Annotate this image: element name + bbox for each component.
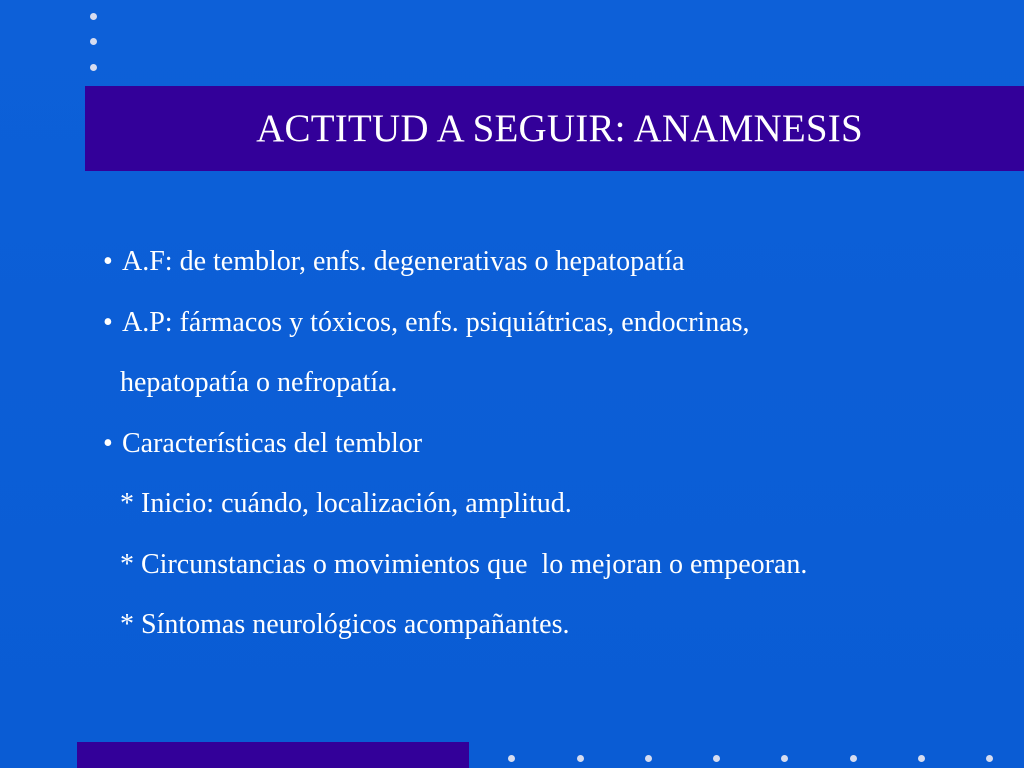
- decorative-dot: [645, 755, 652, 762]
- line-text: Características del temblor: [122, 427, 423, 459]
- line-text: A.F: de temblor, enfs. degenerativas o hepatopatía: [122, 246, 685, 277]
- bullet-line: [103, 414, 1003, 475]
- decorative-dot: [918, 755, 925, 762]
- bottom-bar: [77, 742, 469, 768]
- line-text: hepatopatía o nefropatía.: [120, 367, 398, 398]
- line-text: A.P: fármacos y tóxicos, enfs. psiquiátricas, endocrinas,: [122, 306, 750, 338]
- continuation-line: [103, 535, 1003, 596]
- decorative-dot: [90, 38, 97, 45]
- decorative-dot: [986, 755, 993, 762]
- continuation-line: [103, 353, 1003, 414]
- continuation-line: [103, 595, 1003, 656]
- line-text: * Circunstancias o movimientos que lo mejoran o empeoran.: [120, 548, 808, 580]
- bullet-marker: •: [103, 306, 113, 338]
- decorative-dot: [90, 64, 97, 71]
- bullet-line: [103, 232, 1003, 293]
- slide-title: ACTITUD A SEGUIR: ANAMNESIS: [256, 107, 863, 150]
- bullet-marker: •: [103, 427, 113, 459]
- decorative-dot: [850, 755, 857, 762]
- title-bar: [85, 86, 1024, 171]
- line-text: * Síntomas neurológicos acompañantes.: [120, 609, 570, 640]
- slide-body: [103, 232, 1003, 656]
- line-text: * Inicio: cuándo, localización, amplitud.: [120, 488, 572, 519]
- decorative-dot: [577, 755, 584, 762]
- bullet-line: [103, 293, 1003, 354]
- decorative-dot: [508, 755, 515, 762]
- decorative-dot: [713, 755, 720, 762]
- continuation-line: [103, 474, 1003, 535]
- decorative-dot: [90, 13, 97, 20]
- decorative-dot: [781, 755, 788, 762]
- bullet-marker: •: [103, 246, 113, 277]
